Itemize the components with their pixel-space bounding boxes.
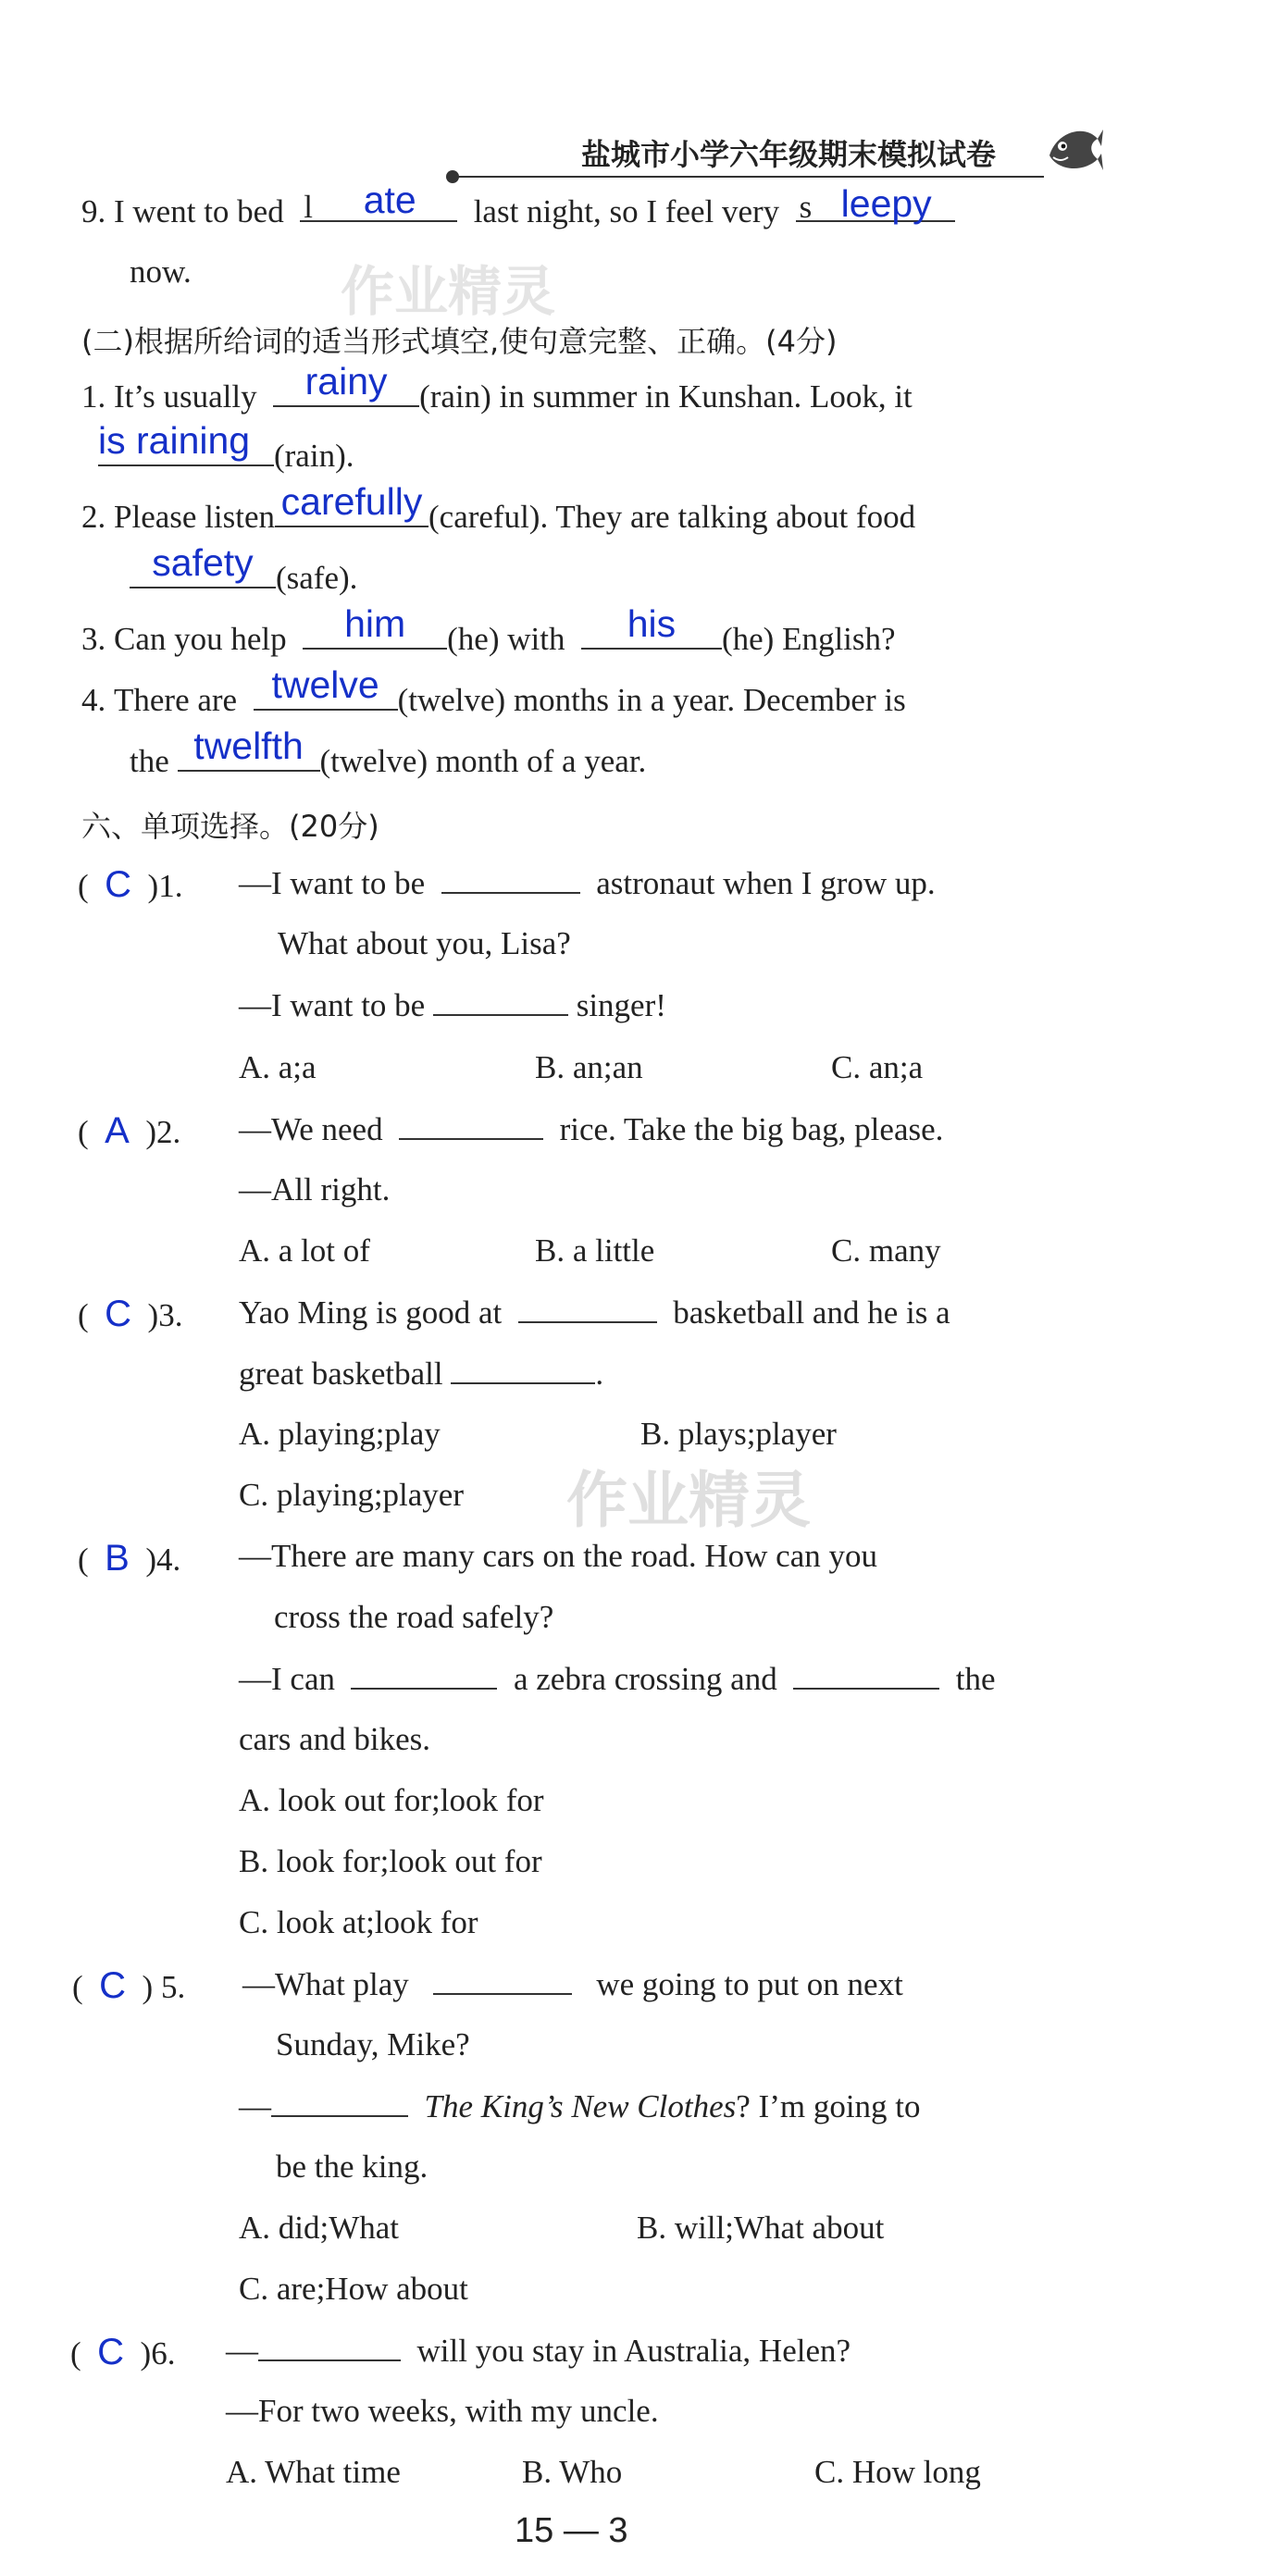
section-2-title: (二)根据所给词的适当形式填空,使句意完整、正确。(4分) — [81, 324, 838, 359]
mc2-option-b: B. a little — [535, 1232, 655, 1269]
mc2-number: ( A )2. — [78, 1110, 181, 1151]
mc2-answer: A — [105, 1110, 130, 1151]
page-header-title: 盐城市小学六年级期末模拟试卷 — [581, 137, 997, 172]
fill-1-line1: 1. It’s usually rainy (rain) in summer in Kunshan. Look, it — [81, 360, 913, 415]
mc1-option-a: A. a;a — [239, 1049, 317, 1085]
fill-3-blank-1: him — [303, 620, 447, 650]
mc1-line1: —I want to be astronaut when I grow up. — [239, 865, 936, 901]
fill-4-line1: 4. There are twelve (twelve) months in a year. December is — [81, 663, 906, 718]
page-number: 15 — 3 — [515, 2511, 628, 2550]
mc3-number: ( C )3. — [78, 1294, 183, 1334]
mc5-line3: — The King’s New Clothes? I’m going to — [239, 2088, 921, 2124]
mc2-line2: —All right. — [239, 1171, 391, 1208]
mc4-option-a: A. look out for;look for — [239, 1782, 544, 1818]
mc4-option-c: C. look at;look for — [239, 1904, 478, 1940]
fill-3-line: 3. Can you help him (he) with his (he) English? — [81, 602, 896, 657]
mc5-line2: Sunday, Mike? — [276, 2026, 470, 2062]
q9-blank-2: s leepy — [796, 192, 955, 222]
mc3-option-c: C. playing;player — [239, 1477, 465, 1513]
mc4-line4: cars and bikes. — [239, 1721, 431, 1757]
mc1-line3: —I want to be singer! — [239, 987, 666, 1023]
fill-4-blank-2: twelfth — [178, 742, 320, 772]
fill-2-line2: safety (safe). — [130, 559, 357, 597]
mc6-number: ( C )6. — [70, 2332, 176, 2372]
fill-1-line2: is raining (rain). — [98, 419, 354, 474]
watermark-top: 作业精灵 — [341, 260, 556, 323]
mc1-option-c: C. an;a — [831, 1049, 924, 1085]
mc6-line2: —For two weeks, with my uncle. — [226, 2393, 659, 2429]
section-6-title: 六、单项选择。(20分) — [81, 809, 379, 844]
fish-mascot-icon — [1044, 118, 1105, 180]
mc1-line2: What about you, Lisa? — [278, 925, 571, 961]
mc3-line2: great basketball . — [239, 1356, 604, 1392]
fill-4-line2: the twelfth (twelve) month of a year. — [130, 724, 647, 779]
mc3-option-b: B. plays;player — [640, 1416, 837, 1452]
fill-2-blank-2: safety — [130, 559, 276, 588]
mc3-line1: Yao Ming is good at basketball and he is a — [239, 1294, 950, 1331]
fill-4-blank-1: twelve — [254, 681, 398, 711]
fill-2-line1: 2. Please listen carefully (careful). They are talking about food — [81, 480, 916, 535]
mc2-option-a: A. a lot of — [239, 1232, 370, 1269]
mc4-line1: —There are many cars on the road. How can you — [239, 1538, 878, 1574]
mc6-line1: — will you stay in Australia, Helen? — [226, 2333, 851, 2369]
q9-line2: now. — [130, 254, 192, 290]
mc3-option-a: A. playing;play — [239, 1416, 441, 1452]
mc4-answer: B — [105, 1538, 130, 1579]
mc5-option-a: A. did;What — [239, 2210, 400, 2246]
mc5-line4: be the king. — [276, 2149, 428, 2185]
mc6-answer: C — [97, 2332, 125, 2372]
mc4-option-b: B. look for;look out for — [239, 1843, 542, 1879]
fill-1-blank-1: rainy — [273, 378, 419, 407]
mc4-line3: —I can a zebra crossing and the — [239, 1661, 996, 1697]
fill-3-blank-2: his — [581, 620, 722, 650]
mc4-number: ( B )4. — [78, 1538, 181, 1579]
mc4-line2: cross the road safely? — [274, 1599, 554, 1635]
mc5-line1: —What play we going to put on next — [242, 1966, 903, 2002]
mc1-option-b: B. an;an — [535, 1049, 643, 1085]
mc5-option-b: B. will;What about — [637, 2210, 885, 2246]
mc5-answer: C — [99, 1965, 127, 2006]
mc6-option-a: A. What time — [226, 2454, 401, 2490]
mc1-number: ( C )1. — [78, 864, 183, 905]
fill-1-blank-2: is raining — [98, 437, 274, 466]
mc6-option-b: B. Who — [522, 2454, 623, 2490]
mc5-number: ( C ) 5. — [72, 1965, 186, 2006]
q9-line1: 9. I went to bed l ate last night, so I feel very s leepy — [81, 192, 955, 230]
mc1-answer: C — [105, 864, 132, 905]
fill-2-blank-1: carefully — [275, 498, 428, 527]
mc2-option-c: C. many — [831, 1232, 941, 1269]
header-rule — [452, 176, 1044, 178]
mc6-option-c: C. How long — [814, 2454, 981, 2490]
mc3-answer: C — [105, 1294, 132, 1334]
watermark-middle: 作业精灵 — [566, 1465, 811, 1536]
mc5-option-c: C. are;How about — [239, 2271, 468, 2307]
q9-blank-1: l ate — [300, 192, 457, 222]
mc2-line1: —We need rice. Take the big bag, please. — [239, 1111, 944, 1147]
